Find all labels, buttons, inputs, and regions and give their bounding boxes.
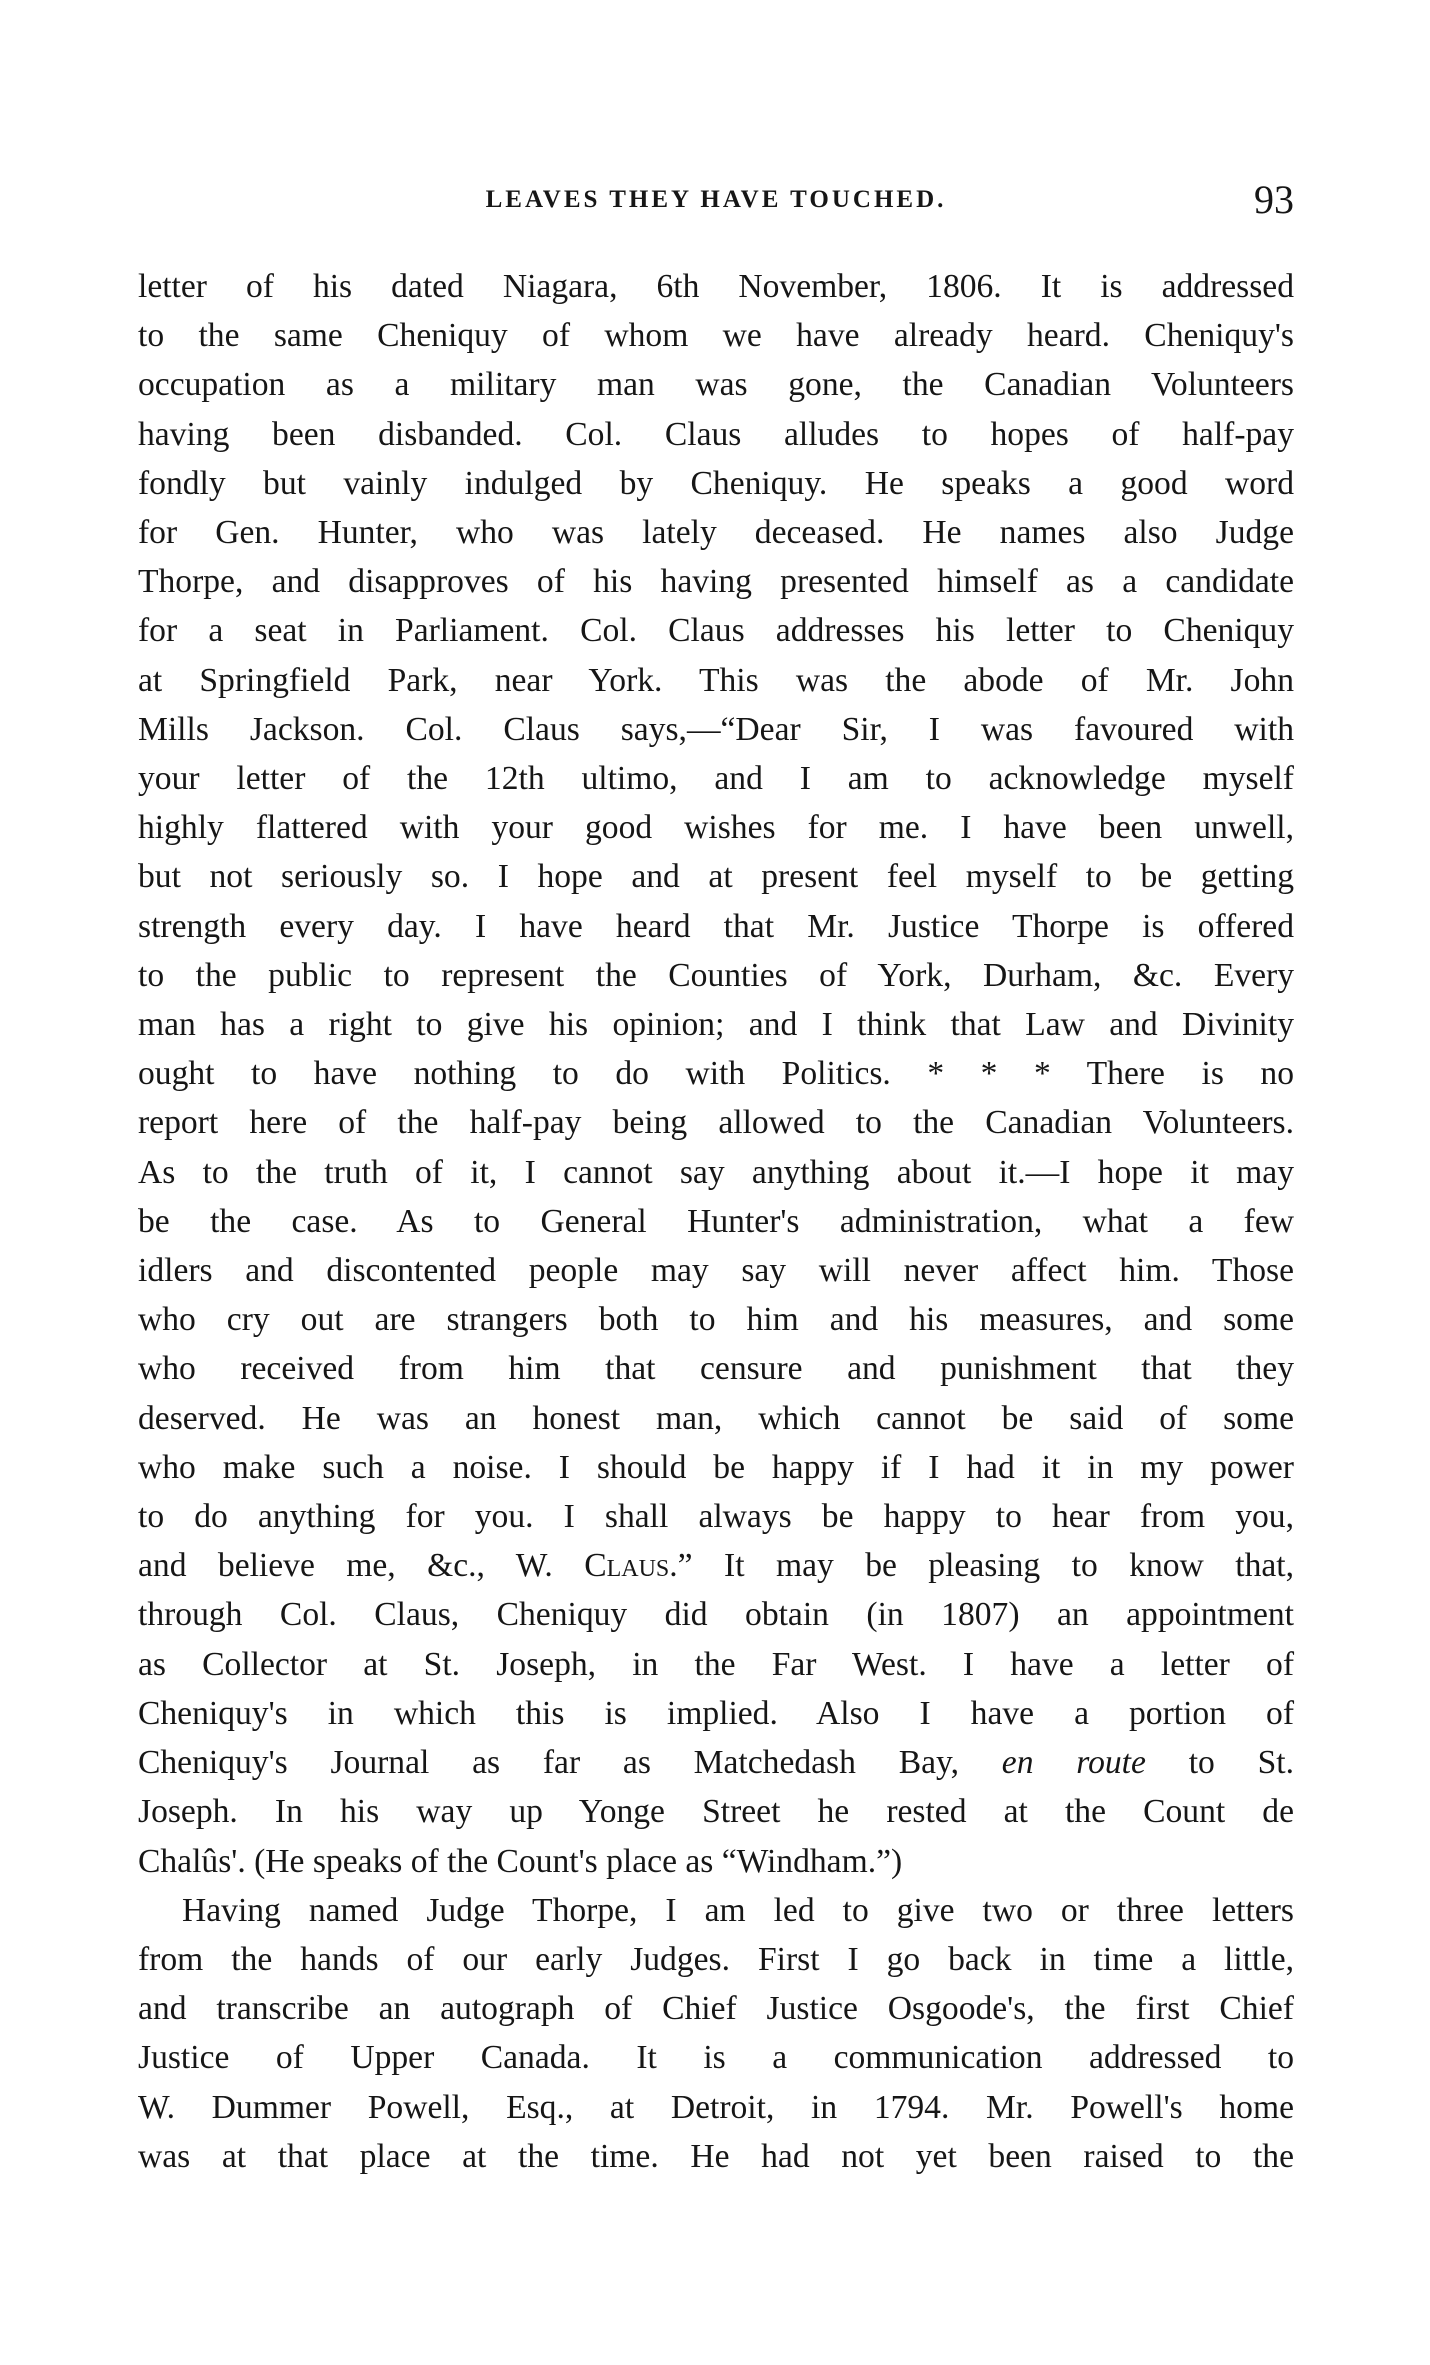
text-line: Justice of Upper Canada. It is a communication addressed to [138, 2039, 1294, 2077]
text-line [138, 1738, 1294, 1787]
text-line: at Springfield Park, near York. This was the abode of Mr. John [138, 661, 1294, 699]
text-line: was at that place at the time. He had not yet been raised to the [138, 2137, 1294, 2175]
text-line: deserved. He was an honest man, which cannot be said of some [138, 1399, 1294, 1437]
text-line [138, 1541, 1294, 1590]
text-run: and believe me, &c., W. [138, 1547, 585, 1585]
text-run: .” It may be pleasing to know that, [669, 1547, 1294, 1585]
text-line: for Gen. Hunter, who was lately deceased. He names also Judge [138, 514, 1294, 552]
text-line: ought to have nothing to do with Politics. * * * There is no [138, 1055, 1294, 1093]
text-line-last: Chalûs'. (He speaks of the Count's place as “Windham.”) [138, 1842, 903, 1880]
text-line: strength every day. I have heard that Mr. Justice Thorpe is offered [138, 907, 1294, 945]
text-line: having been disbanded. Col. Claus alludes to hopes of half-pay [138, 415, 1294, 453]
text-line: to do anything for you. I shall always be happy to hear from you, [138, 1498, 1294, 1536]
italic-phrase: en route [1001, 1744, 1146, 1782]
text-run: Cheniquy's Journal as far as Matchedash Bay, [138, 1744, 1002, 1782]
text-line: letter of his dated Niagara, 6th November, 1806. It is addressed [138, 268, 1294, 305]
text-line: your letter of the 12th ultimo, and I am to acknowledge myself [138, 760, 1294, 798]
text-run: to St. [1145, 1744, 1294, 1782]
text-line: W. Dummer Powell, Esq., at Detroit, in 1794. Mr. Powell's home [138, 2088, 1294, 2126]
text-line: through Col. Claus, Cheniquy did obtain (in 1807) an appointment [138, 1596, 1294, 1634]
paragraph-1 [138, 262, 1294, 1886]
running-title: LEAVES THEY HAVE TOUCHED. [485, 186, 947, 213]
text-line: and transcribe an autograph of Chief Justice Osgoode's, the first Chief [138, 1990, 1294, 2028]
text-line: who cry out are strangers both to him and his measures, and some [138, 1301, 1294, 1339]
running-head [138, 176, 1294, 226]
text-line: man has a right to give his opinion; and I think that Law and Divinity [138, 1006, 1294, 1044]
text-line: for a seat in Parliament. Col. Claus addresses his letter to Cheniquy [138, 612, 1294, 650]
text-line: occupation as a military man was gone, the Canadian Volunteers [138, 366, 1294, 404]
text-line: idlers and discontented people may say will never affect him. Those [138, 1252, 1294, 1290]
text-line: Having named Judge Thorpe, I am led to give two or three letters [182, 1891, 1294, 1929]
page-number: 93 [1254, 177, 1294, 222]
text-line: fondly but vainly indulged by Cheniquy. He speaks a good word [138, 464, 1294, 502]
text-line: to the same Cheniquy of whom we have already heard. Cheniquy's [138, 317, 1294, 355]
text-line: but not seriously so. I hope and at present feel myself to be getting [138, 858, 1294, 896]
text-line: Mills Jackson. Col. Claus says,—“Dear Sir, I was favoured with [138, 710, 1294, 748]
text-line: be the case. As to General Hunter's administration, what a few [138, 1202, 1294, 1240]
signature-name: Claus [584, 1547, 670, 1585]
text-line: Thorpe, and disapproves of his having presented himself as a candidate [138, 563, 1294, 601]
text-line: report here of the half-pay being allowed to the Canadian Volunteers. [138, 1104, 1294, 1142]
text-line: who received from him that censure and punishment that they [138, 1350, 1294, 1388]
text-line: Joseph. In his way up Yonge Street he rested at the Count de [138, 1793, 1294, 1831]
text-line: as Collector at St. Joseph, in the Far West. I have a letter of [138, 1645, 1294, 1683]
text-line: to the public to represent the Counties of York, Durham, &c. Every [138, 956, 1294, 994]
text-line: As to the truth of it, I cannot say anything about it.—I hope it may [138, 1153, 1294, 1191]
text-line: highly flattered with your good wishes for me. I have been unwell, [138, 809, 1294, 847]
text-line: Cheniquy's in which this is implied. Also I have a portion of [138, 1694, 1294, 1732]
text-line: from the hands of our early Judges. First I go back in time a little, [138, 1940, 1294, 1978]
text-line: who make such a noise. I should be happy if I had it in my power [138, 1448, 1294, 1486]
paragraph-2 [138, 1886, 1294, 2181]
body-text [138, 262, 1294, 2181]
